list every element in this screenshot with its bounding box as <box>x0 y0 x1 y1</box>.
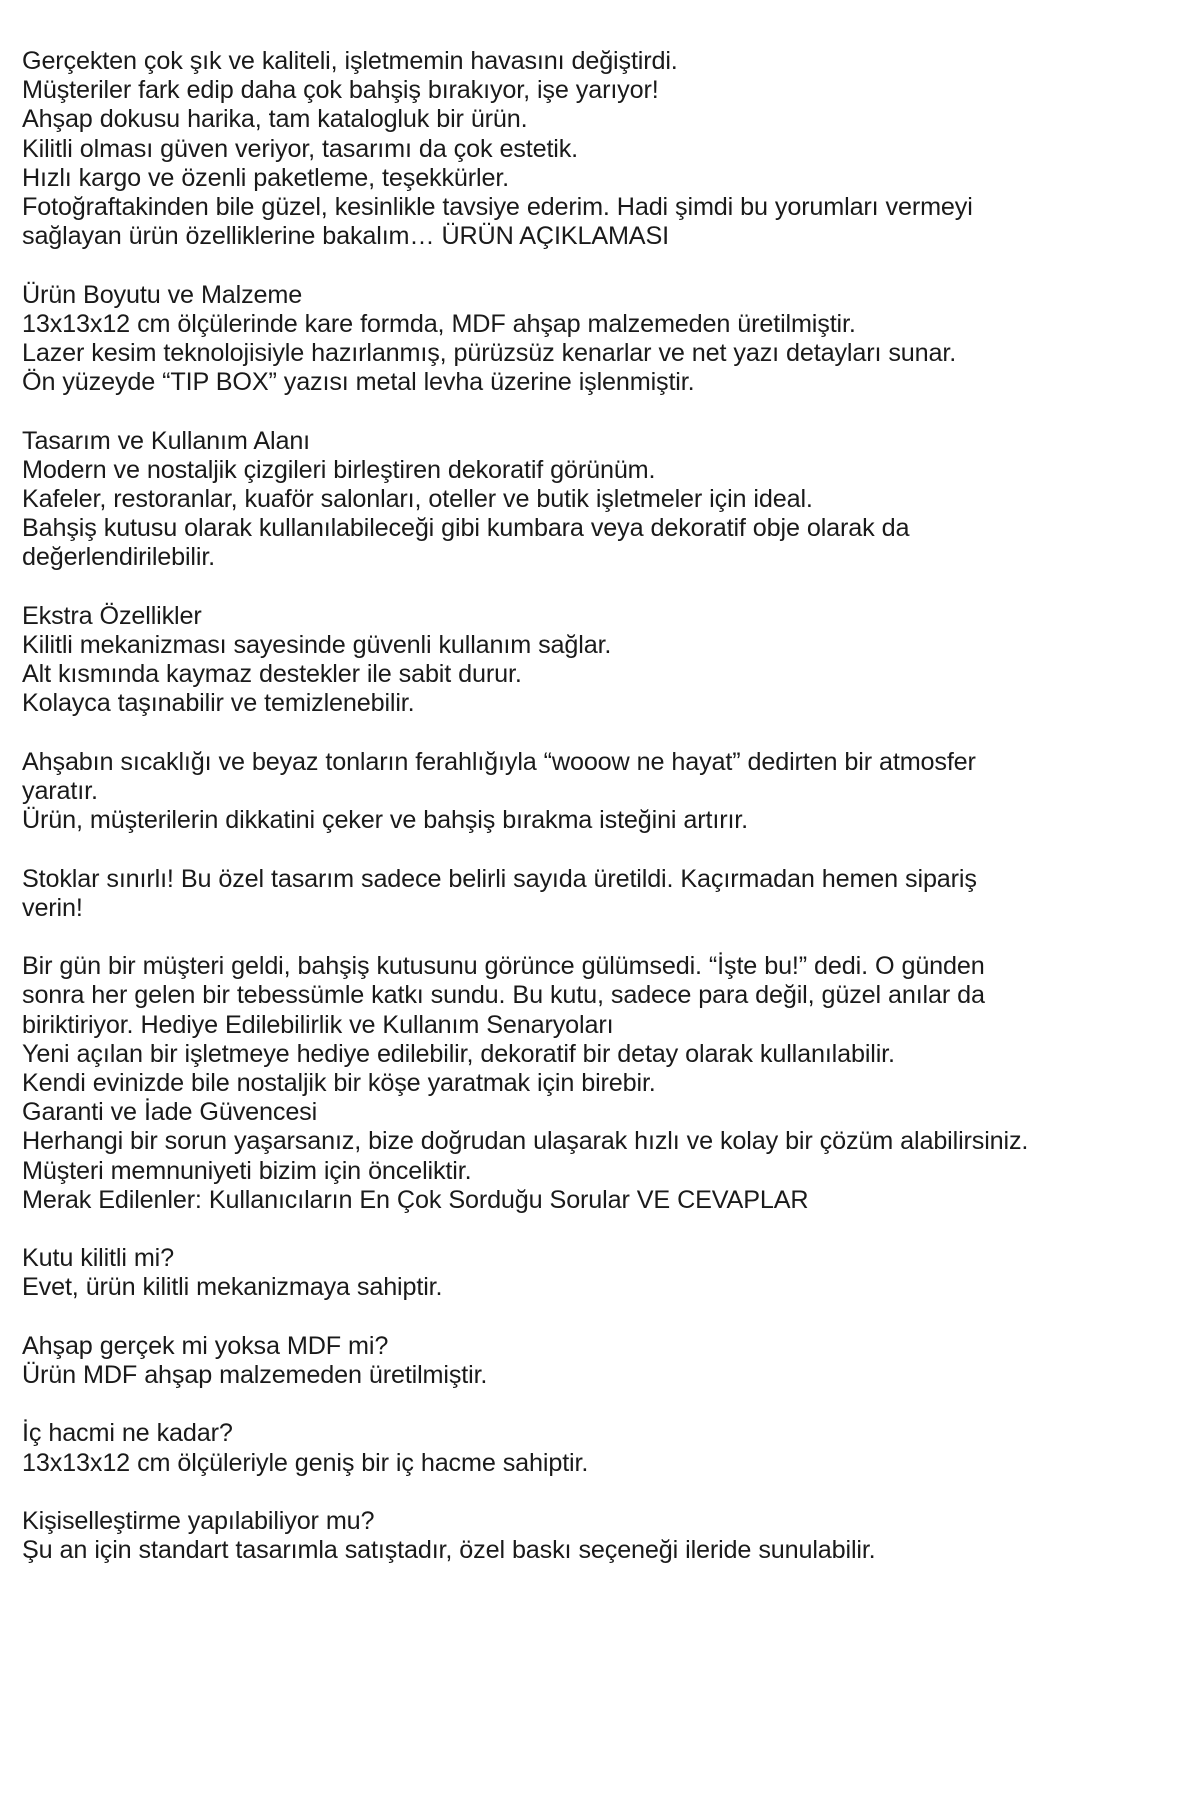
section-heading: Merak Edilenler: Kullanıcıların En Çok Sorduğu Sorular VE CEVAPLAR <box>22 1185 809 1214</box>
faq-answer: Evet, ürün kilitli mekanizmaya sahiptir. <box>22 1273 443 1302</box>
paragraph-urun-boyutu-ve-malzeme <box>22 281 1037 398</box>
document-body <box>22 47 1037 1565</box>
text-line: Lazer kesim teknolojisiyle hazırlanmış, pürüzsüz kenarlar ve net yazı detayları sunar. <box>22 339 957 368</box>
faq-item-kisisellestirme <box>22 1507 1037 1565</box>
text-line: 13x13x12 cm ölçülerinde kare formda, MDF ahşap malzemeden üretilmiştir. <box>22 309 856 338</box>
paragraph-tasarim-ve-kullanim-alani <box>22 427 1037 573</box>
text-line: Hızlı kargo ve özenli paketleme, teşekkürler. <box>22 163 510 192</box>
paragraph-atmosfer <box>22 748 1037 836</box>
text-line: Modern ve nostaljik çizgileri birleştiren dekoratif görünüm. <box>22 455 656 484</box>
paragraph-gap <box>22 835 1037 864</box>
text-line: Müşteriler fark edip daha çok bahşiş bırakıyor, işe yarıyor! <box>22 76 659 105</box>
text-line: Kafeler, restoranlar, kuaför salonları, oteller ve butik işletmeler için ideal. <box>22 485 813 514</box>
text-line: Kilitli mekanizması sayesinde güvenli kullanım sağlar. <box>22 631 612 660</box>
paragraph-gap <box>22 573 1037 602</box>
paragraph-gap <box>22 397 1037 426</box>
paragraph-gap <box>22 719 1037 748</box>
section-heading: Tasarım ve Kullanım Alanı <box>22 426 311 455</box>
text-line: Alt kısmında kaymaz destekler ile sabit durur. <box>22 660 522 689</box>
text-line: Ahşabın sıcaklığı ve beyaz tonların ferahlığıyla “wooow ne hayat” dedirten bir atmosfer yaratır. <box>22 747 976 806</box>
paragraph-stok-uyarisi <box>22 865 1037 923</box>
paragraph-gap <box>22 1215 1037 1244</box>
faq-question: İç hacmi ne kadar? <box>22 1419 233 1448</box>
text-line: Kendi evinizde bile nostaljik bir köşe yaratmak için birebir. <box>22 1069 656 1098</box>
text-line: Kolayca taşınabilir ve temizlenebilir. <box>22 689 415 718</box>
paragraph-ekstra-ozellikler <box>22 602 1037 719</box>
faq-answer: Şu an için standart tasarımla satıştadır, özel baskı seçeneği ileride sunulabilir. <box>22 1536 876 1565</box>
section-heading: Garanti ve İade Güvencesi <box>22 1098 318 1127</box>
paragraph-gap <box>22 1390 1037 1419</box>
text-line: Herhangi bir sorun yaşarsanız, bize doğrudan ulaşarak hızlı ve kolay bir çözüm alabilirsiniz. Müşteri memnuniyeti bizim için önceliktir. <box>22 1127 1029 1185</box>
text-line: Stoklar sınırlı! Bu özel tasarım sadece belirli sayıda üretildi. Kaçırmadan hemen sipariş verin! <box>22 864 977 922</box>
faq-answer: 13x13x12 cm ölçüleriyle geniş bir iç hacme sahiptir. <box>22 1448 589 1477</box>
text-line: Ürün, müşterilerin dikkatini çeker ve bahşiş bırakma isteğini artırır. <box>22 806 749 835</box>
text-line: Fotoğraftakinden bile güzel, kesinlikle tavsiye ederim. Hadi şimdi bu yorumları vermeyi sağlayan ürün özelliklerine bakalım… ÜRÜN AÇIKLAMASI <box>22 193 973 251</box>
paragraph-hikaye-ve-senaryolar <box>22 952 1037 1215</box>
paragraph-gap <box>22 1303 1037 1332</box>
paragraph-reviews <box>22 47 1037 251</box>
faq-answer: Ürün MDF ahşap malzemeden üretilmiştir. <box>22 1361 488 1390</box>
text-line: Bahşiş kutusu olarak kullanılabileceği gibi kumbara veya dekoratif obje olarak da değerlendirilebilir. <box>22 514 910 572</box>
text-line: Kilitli olması güven veriyor, tasarımı da çok estetik. <box>22 134 579 163</box>
faq-item-kilitli <box>22 1244 1037 1302</box>
section-heading: Ürün Boyutu ve Malzeme <box>22 280 303 309</box>
paragraph-gap <box>22 251 1037 280</box>
text-line: Ahşap dokusu harika, tam katalogluk bir ürün. <box>22 105 528 134</box>
text-line: Ön yüzeyde “TIP BOX” yazısı metal levha üzerine işlenmiştir. <box>22 368 695 397</box>
paragraph-gap <box>22 923 1037 952</box>
faq-item-hacim <box>22 1419 1037 1477</box>
faq-question: Ahşap gerçek mi yoksa MDF mi? <box>22 1331 389 1360</box>
faq-item-ahsap <box>22 1332 1037 1390</box>
faq-question: Kişiselleştirme yapılabiliyor mu? <box>22 1507 375 1535</box>
section-heading: Ekstra Özellikler <box>22 601 202 630</box>
paragraph-gap <box>22 1478 1037 1507</box>
text-line: Yeni açılan bir işletmeye hediye edilebilir, dekoratif bir detay olarak kullanılabilir. <box>22 1039 895 1068</box>
text-line: Gerçekten çok şık ve kaliteli, işletmemin havasını değiştirdi. <box>22 47 678 75</box>
text-line: Bir gün bir müşteri geldi, bahşiş kutusunu görünce gülümsedi. “İşte bu!” dedi. O günden sonra her gelen bir tebessümle katkı sundu. Bu kutu, sadece para değil, güzel anılar da biriktiriyor. Hediye Edilebilirlik ve Kullanım Senaryoları <box>22 952 985 1039</box>
faq-question: Kutu kilitli mi? <box>22 1244 174 1273</box>
